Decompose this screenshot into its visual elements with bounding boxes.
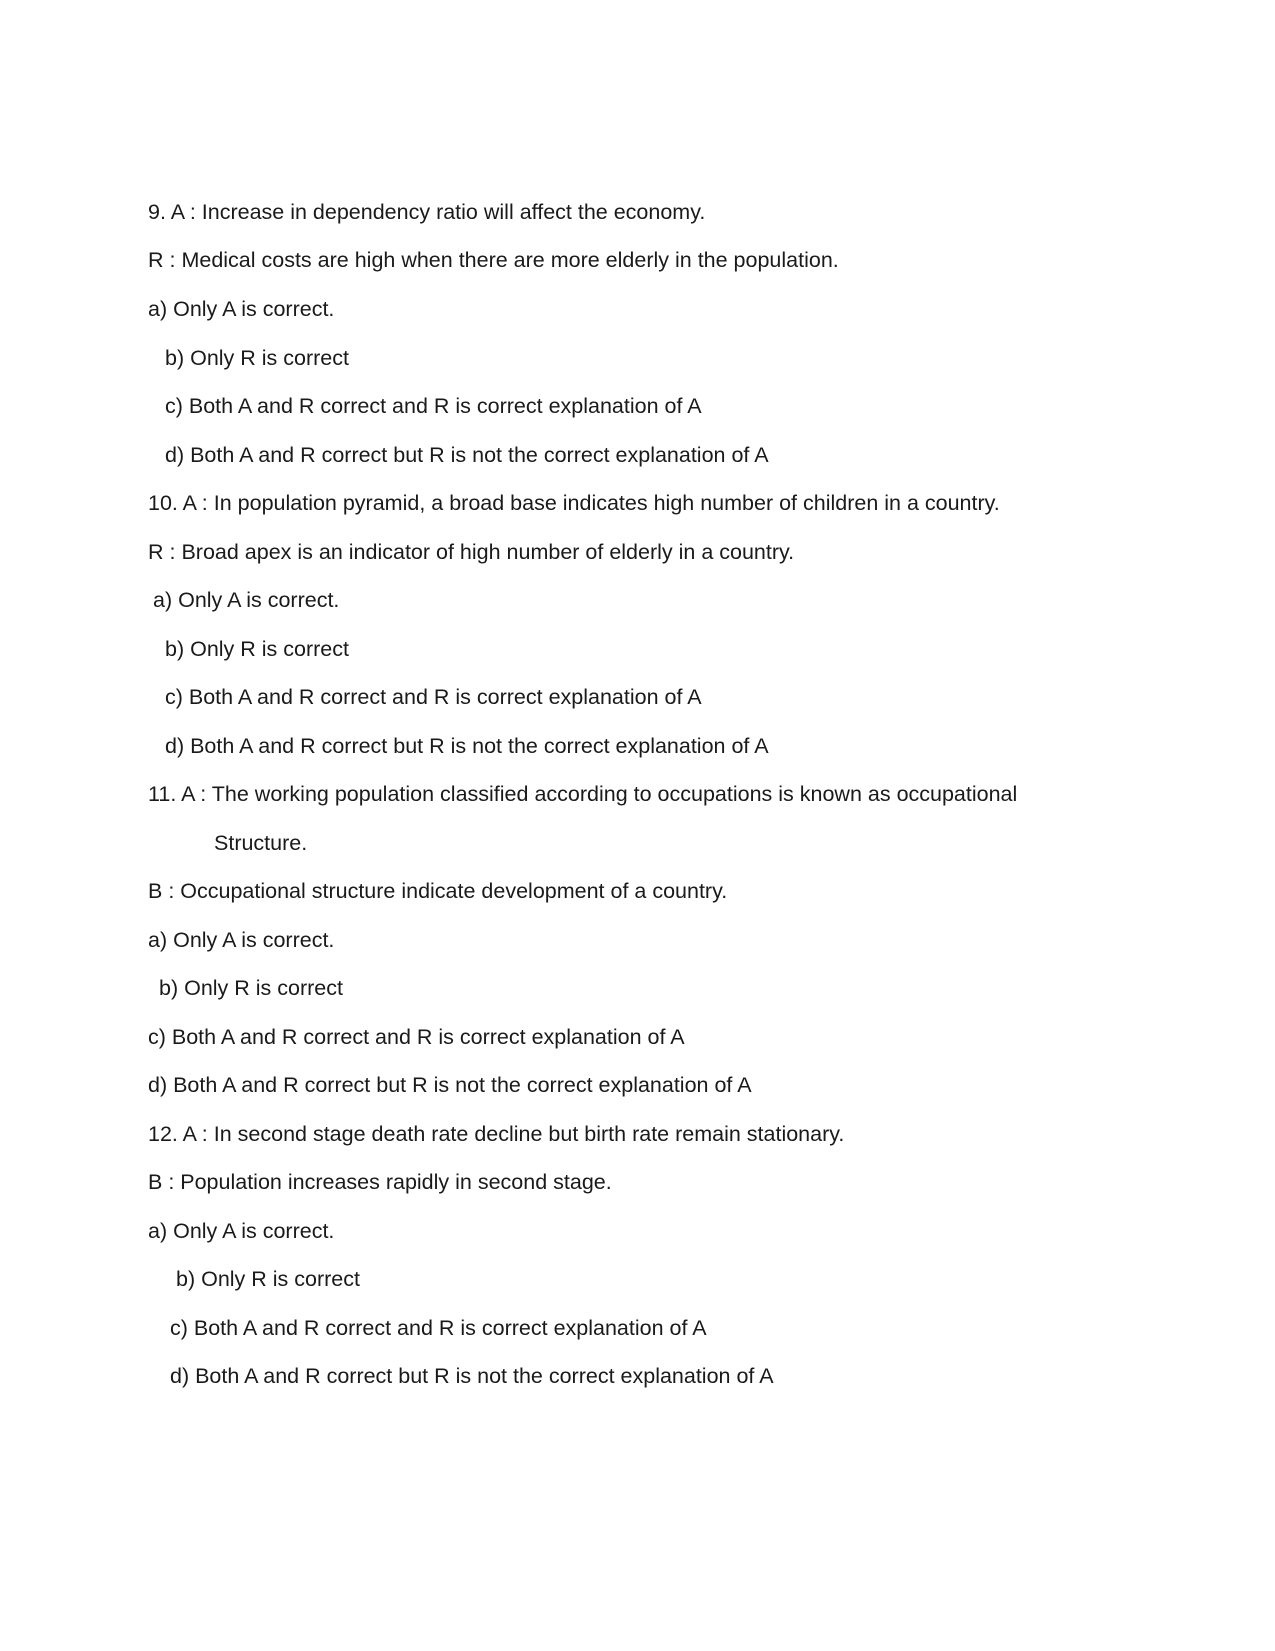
question-9-option-c: c) Both A and R correct and R is correct explanation of A <box>165 394 702 418</box>
question-11-assertion-continued: Structure. <box>214 831 308 855</box>
question-10-assertion: 10. A : In population pyramid, a broad base indicates high number of children in a country. <box>148 491 1000 515</box>
question-12-assertion: 12. A : In second stage death rate decline but birth rate remain stationary. <box>148 1122 845 1146</box>
question-10-reason: R : Broad apex is an indicator of high number of elderly in a country. <box>148 540 795 564</box>
question-10-option-b: b) Only R is correct <box>165 637 349 661</box>
question-11-option-b: b) Only R is correct <box>159 976 343 1000</box>
question-11-option-a: a) Only A is correct. <box>148 928 335 952</box>
question-12-option-a: a) Only A is correct. <box>148 1219 335 1243</box>
question-12-reason: B : Population increases rapidly in second stage. <box>148 1170 612 1194</box>
question-12-option-d: d) Both A and R correct but R is not the correct explanation of A <box>170 1364 774 1388</box>
question-9-option-d: d) Both A and R correct but R is not the correct explanation of A <box>165 443 769 467</box>
question-10-option-c: c) Both A and R correct and R is correct explanation of A <box>165 685 702 709</box>
question-11-assertion: 11. A : The working population classified according to occupations is known as occupational <box>148 782 1018 806</box>
question-12-option-c: c) Both A and R correct and R is correct explanation of A <box>170 1316 707 1340</box>
question-9-assertion: 9. A : Increase in dependency ratio will affect the economy. <box>148 200 706 224</box>
question-10-option-d: d) Both A and R correct but R is not the correct explanation of A <box>165 734 769 758</box>
question-9-reason: R : Medical costs are high when there are more elderly in the population. <box>148 248 839 272</box>
question-11-reason: B : Occupational structure indicate development of a country. <box>148 879 728 903</box>
question-11-option-c: c) Both A and R correct and R is correct explanation of A <box>148 1025 685 1049</box>
question-12-option-b: b) Only R is correct <box>176 1267 360 1291</box>
question-11-option-d: d) Both A and R correct but R is not the correct explanation of A <box>148 1073 752 1097</box>
question-9-option-a: a) Only A is correct. <box>148 297 335 321</box>
question-9-option-b: b) Only R is correct <box>165 346 349 370</box>
question-10-option-a: a) Only A is correct. <box>153 588 340 612</box>
